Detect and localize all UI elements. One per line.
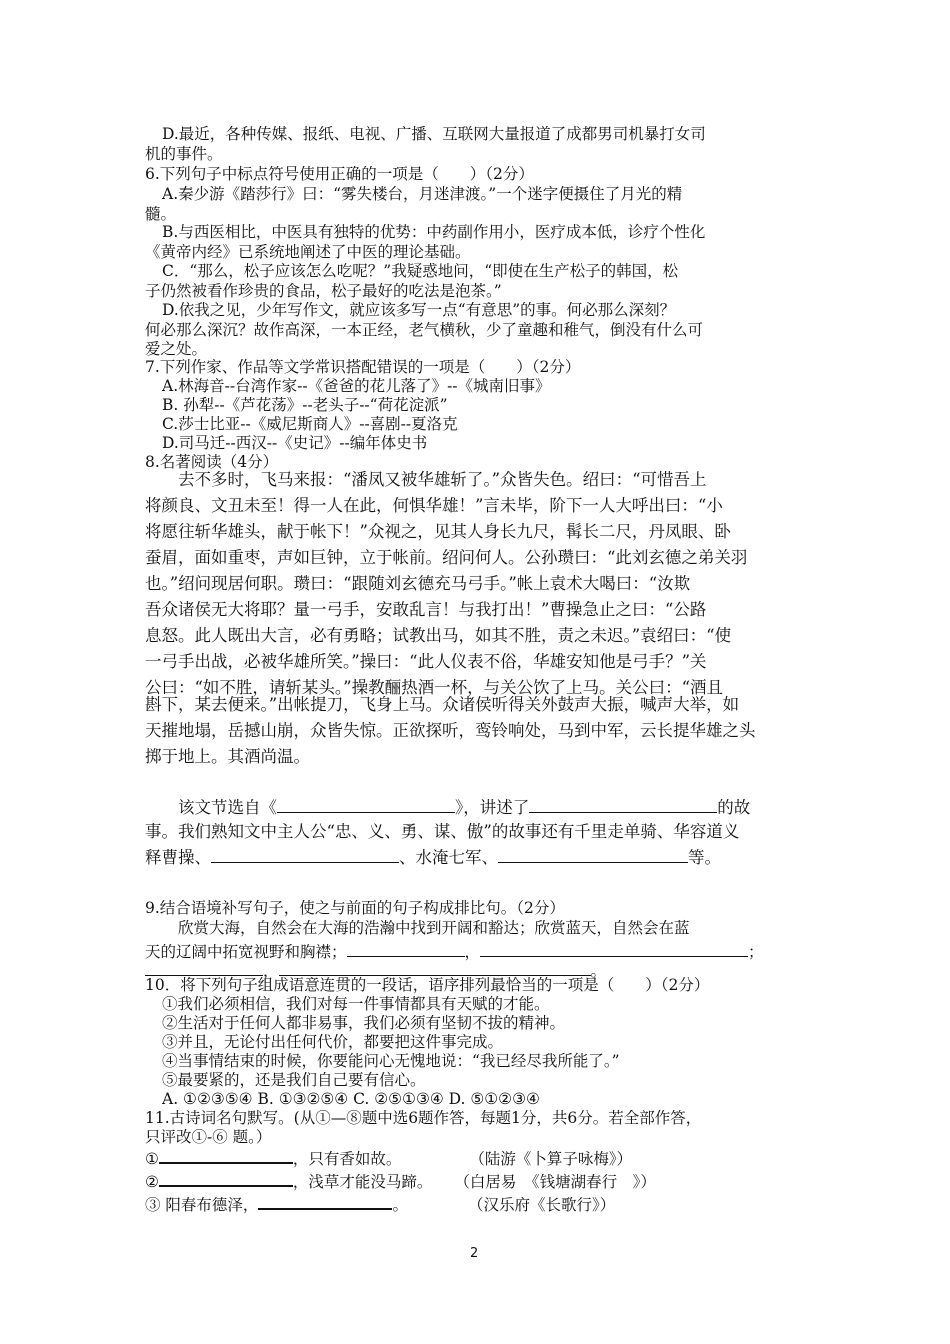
story-blank-3[interactable]	[498, 847, 688, 863]
q6-option-d-line3: 爱之处。	[145, 340, 208, 358]
q8-passage-line: 掷于地上。其酒尚温。	[145, 747, 310, 766]
q6-stem: 6.下列句子中标点符号使用正确的一项是（ ）（2分）	[145, 165, 534, 183]
q8-fill-line3: 释曹操、 、水淹七军、 等。	[145, 848, 721, 867]
q6-option-b-line1: B.与西医相比，中医具有独特的优势：中药副作用小，医疗成本低，诊疗个性化	[162, 223, 706, 241]
parallel-blank-4[interactable]	[279, 960, 591, 976]
q6-option-c-line2: 子仍然被看作珍贵的食品，松子最好的吃法是泡茶。”	[145, 282, 502, 300]
q7-option-a: A.林海音--台湾作家--《爸爸的花儿落了》--《城南旧事》	[162, 377, 551, 395]
q8-passage-line: 一弓手出战，必被华雄所笑。”操曰：“此人仪表不俗，华雄安知他是弓手？”关	[145, 652, 707, 671]
q7-option-b: B. 孙犁--《芦花荡》--老头子--“荷花淀派”	[162, 396, 448, 414]
q7-option-d: D.司马迁--西汉--《史记》--编年体史书	[162, 434, 428, 452]
q7-option-c: C.莎士比亚--《威尼斯商人》--喜剧--夏洛克	[162, 415, 458, 433]
q8-fill-line2: 事。我们熟知文中主人公“忠、义、勇、谋、傲”的故事还有千里走单骑、华容道义	[145, 822, 740, 841]
parallel-blank-3[interactable]	[145, 960, 263, 976]
q8-passage-line: 也。”绍问现居何职。瓒曰：“跟随刘玄德充马弓手。”帐上袁术大喝曰：“汝欺	[145, 574, 691, 593]
q8-passage-line: 天摧地塌，岳撼山崩，众皆失惊。正欲探听，鸾铃响处，马到中军，云长提华雄之头	[145, 721, 756, 740]
q8-passage-line: 将颜良、文丑未至！得一人在此，何惧华雄！”言未毕，阶下一人大呼出曰：“小	[145, 496, 723, 515]
q10-sentence-5: ⑤最要紧的，还是我们自己要有信心。	[162, 1071, 426, 1089]
story-blank-2[interactable]	[211, 847, 399, 863]
q8-passage-line: 蚕眉，面如重枣，声如巨钟，立于帐前。绍问何人。公孙瓒曰：“此刘玄德之弟关羽	[145, 548, 748, 567]
q11-stem-line2: 只评改①-⑥ 题。）	[145, 1128, 272, 1146]
story-blank[interactable]	[529, 797, 717, 813]
q11-stem-line1: 11.古诗词名句默写。(从①—⑧题中选6题作答，每题1分，共6分。若全部作答，	[145, 1109, 702, 1127]
q6-option-d-line1: D.依我之见，少年写作文，就应该多写一点“有意思”的事。何必那么深刻？	[162, 301, 676, 319]
q10-sentence-4: ④当事情结束的时候，你要能问心无愧地说：“我已经尽我所能了。”	[162, 1052, 620, 1070]
parallel-blank-2[interactable]	[480, 941, 748, 957]
q6-option-c-line1: C．“那么，松子应该怎么吃呢？”我疑惑地问，“即使在生产松子的韩国，松	[162, 262, 679, 280]
q10-options: A. ①②③⑤④ B. ①③②⑤④ C. ②⑤①③④ D. ⑤①②③④	[162, 1090, 540, 1108]
q8-stem: 8.名著阅读（4分）	[145, 453, 279, 471]
q8-passage-line: 公曰：“如不胜，请斩某头。”操教酾热酒一杯，与关公饮了上马。关公曰：“酒且	[145, 678, 724, 697]
q10-sentence-2: ②生活对于任何人都非易事，我们必须有坚韧不拔的精神。	[162, 1014, 566, 1032]
q11-item-1: ① ，只有香如故。 （陆游《卜算子咏梅》）	[145, 1147, 815, 1169]
poem-blank-3[interactable]	[258, 1193, 392, 1210]
parallel-blank-1[interactable]	[347, 941, 465, 957]
q5-option-d-line2: 机的事件。	[145, 145, 223, 163]
q8-passage-line: 息怒。此人既出大言，必有勇略；试教出马，如其不胜，责之未迟。”袁绍曰：“使	[145, 626, 732, 645]
q9-context-line3: ， 。	[145, 960, 815, 981]
poem-blank-2[interactable]	[159, 1170, 293, 1187]
q8-passage-line: 将愿往斩华雄头，献于帐下！”众视之，见其人身长九尺，髯长二尺，丹凤眼、卧	[145, 522, 731, 541]
book-title-blank[interactable]	[277, 797, 455, 813]
q6-option-a-line1: A.秦少游《踏莎行》曰：“雾失楼台，月迷津渡。”一个迷字便摄住了月光的精	[162, 185, 683, 203]
q6-option-a-line2: 髓。	[145, 205, 177, 223]
q6-option-b-line2: 《黄帝内经》已系统地阐述了中医的理论基础。	[145, 243, 471, 261]
q9-stem: 9.结合语境补写句子，使之与前面的句子构成排比句。（2分）	[145, 899, 565, 917]
q8-fill-line1: 该文节选自《 》，讲述了 的故	[178, 798, 751, 817]
q10-sentence-3: ③并且，无论付出任何代价，都要把这件事完成。	[162, 1033, 504, 1051]
q10-stem: 10．将下列句子组成语意连贯的一段话，语序排列最恰当的一项是（ ）（2分）	[145, 976, 710, 994]
q6-option-d-line2: 何必那么深沉？故作高深，一本正经，老气横秋，少了童趣和稚气，倒没有什么可	[145, 321, 704, 339]
q8-passage-line: 吾众诸侯无大将耶？量一弓手，安敢乱言！与我打出！”曹操急止之曰：“公路	[145, 600, 707, 619]
q8-passage-line: 去不多时，飞马来报：“潘凤又被华雄斩了。”众皆失色。绍曰：“可惜吾上	[178, 470, 707, 489]
q8-passage-line: 斟下，某去便来。”出帐提刀，飞身上马。众诸侯听得关外鼓声大振，喊声大举，如	[145, 695, 740, 714]
q11-item-3: ③ 阳春布德泽， 。 （汉乐府《长歌行》）	[145, 1193, 815, 1215]
q9-context-line2: 天的辽阔中拓宽视野和胸襟； ， ；	[145, 943, 764, 961]
q10-sentence-1: ①我们必须相信，我们对每一件事情都具有天赋的才能。	[162, 995, 550, 1013]
poem-blank-1[interactable]	[159, 1147, 293, 1164]
q9-context-line1: 欣赏大海，自然会在大海的浩瀚中找到开阔和豁达；欣赏蓝天，自然会在蓝	[178, 919, 690, 937]
q7-stem: 7.下列作家、作品等文学常识搭配错误的一项是（ ）（2分）	[145, 358, 581, 376]
q5-option-d-line1: D.最近，各种传媒、报纸、电视、广播、互联网大量报道了成都男司机暴打女司	[162, 125, 706, 143]
page-number: 2	[470, 1246, 479, 1261]
q11-item-2: ② ，浅草才能没马蹄。 （白居易 《钱塘湖春行 》）	[145, 1170, 815, 1192]
